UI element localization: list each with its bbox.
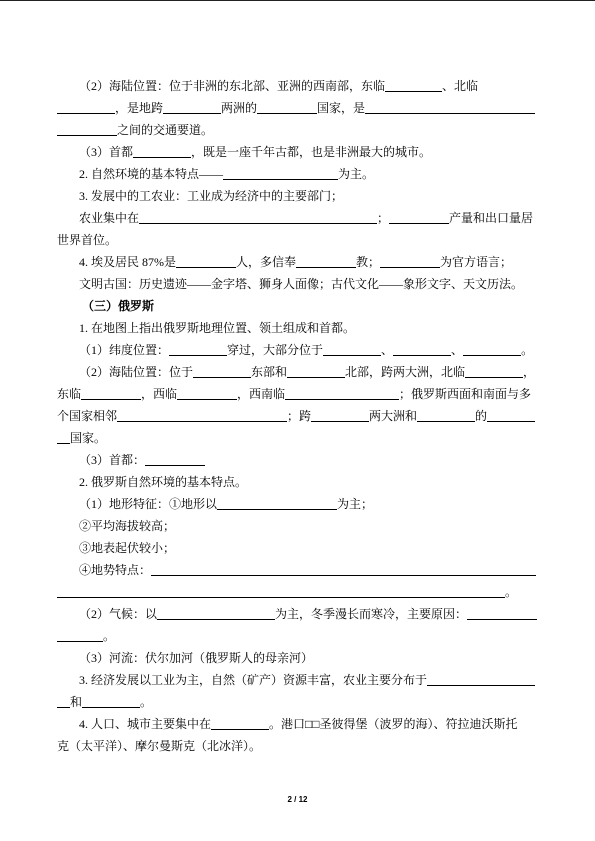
- line-text: ，既是一座千年古都，也是非洲最大的城市。: [191, 145, 432, 159]
- line-text: ③地表起伏较小；: [79, 541, 176, 555]
- line-text: 教；: [356, 255, 381, 269]
- line-text: ；: [377, 211, 390, 225]
- line-text: 东部和: [251, 365, 288, 379]
- answer-blank: [82, 695, 140, 708]
- answer-blank: [463, 343, 521, 356]
- text-line: [79, 339, 533, 361]
- line-text: （1）纬度位置：: [79, 343, 170, 357]
- text-line: [57, 405, 535, 427]
- answer-blank: [57, 695, 70, 708]
- answer-blank: [380, 255, 440, 268]
- line-text: 。: [505, 585, 518, 599]
- text-line: [79, 537, 175, 559]
- line-text: 个国家相邻: [57, 409, 118, 423]
- answer-blank: [57, 431, 70, 444]
- answer-blank: [487, 409, 535, 422]
- answer-blank: [81, 387, 141, 400]
- answer-blank: [296, 255, 356, 268]
- line-text: 穿过，大部分位于: [227, 343, 324, 357]
- answer-blank: [467, 607, 537, 620]
- line-text: 2. 俄罗斯自然环境的基本特点。: [79, 475, 248, 489]
- answer-blank: [311, 409, 369, 422]
- line-text: 。: [140, 695, 153, 709]
- answer-blank: [57, 629, 103, 642]
- answer-blank: [193, 365, 251, 378]
- line-text: 世界首位。: [57, 233, 118, 247]
- text-line: [57, 427, 106, 449]
- text-line: [57, 691, 152, 713]
- line-text: ；跨: [287, 409, 312, 423]
- answer-blank: [287, 365, 345, 378]
- line-text: ，西临: [141, 387, 178, 401]
- line-text: 、北临: [442, 79, 479, 93]
- line-text: 和: [70, 695, 83, 709]
- line-text: 。: [521, 343, 534, 357]
- answer-blank: [465, 365, 523, 378]
- answer-blank: [285, 387, 399, 400]
- line-text: 之间的交通要道。: [117, 123, 214, 137]
- line-text: ，: [523, 365, 536, 379]
- text-line: [79, 75, 478, 97]
- answer-blank: [393, 343, 451, 356]
- line-text: 2. 自然环境的基本特点——: [79, 167, 224, 181]
- line-text: （2）气候：以: [79, 607, 158, 621]
- line-text: 东临: [57, 387, 82, 401]
- line-text: 两大洲和: [369, 409, 418, 423]
- line-text: ②平均海拔较高；: [79, 519, 176, 533]
- text-line: [57, 383, 531, 405]
- line-text: 为官方语言；: [440, 255, 513, 269]
- answer-blank: [389, 211, 449, 224]
- line-text: （1）地形特征：①地形以: [79, 497, 218, 511]
- text-line: [79, 449, 205, 471]
- text-line: [79, 669, 535, 691]
- answer-blank: [365, 101, 535, 114]
- line-text: 3. 发展中的工农业：工业成为经济中的主要部门；: [79, 189, 344, 203]
- text-line: [57, 735, 261, 757]
- text-line: [79, 273, 523, 295]
- text-line: [79, 471, 247, 493]
- text-line: [79, 515, 175, 537]
- line-text: ，是地跨: [115, 101, 164, 115]
- line-text: （3）河流：伏尔加河（俄罗斯人的母亲河）: [79, 651, 314, 665]
- line-text: 。港口□□圣彼得堡（波罗的海）、符拉迪沃斯托: [269, 717, 518, 731]
- answer-blank: [417, 409, 475, 422]
- line-text: 4. 人口、城市主要集中在: [79, 717, 212, 731]
- answer-blank: [57, 101, 115, 114]
- text-line: [79, 603, 537, 625]
- line-text: 4. 埃及居民 87%是: [79, 255, 176, 269]
- answer-blank: [139, 211, 377, 224]
- text-line: [57, 97, 535, 119]
- answer-blank: [163, 101, 221, 114]
- line-text: （2）海陆位置：位于非洲的东北部、亚洲的西南部，东临: [79, 79, 386, 93]
- answer-blank: [117, 409, 287, 422]
- answer-blank: [169, 343, 227, 356]
- line-text: ，西南临: [237, 387, 286, 401]
- line-text: 为主，冬季漫长而寒冷，主要原因：: [275, 607, 468, 621]
- line-text: 农业集中在: [79, 211, 140, 225]
- text-line: [79, 163, 374, 185]
- line-text: 。: [103, 629, 116, 643]
- line-text: 、: [451, 343, 464, 357]
- line-text: （3）首都：: [79, 453, 146, 467]
- line-text: 克（太平洋）、摩尔曼斯克（北冰洋）。: [57, 739, 262, 753]
- answer-blank: [257, 101, 317, 114]
- answer-blank: [151, 563, 536, 576]
- line-text: 北部，跨两大洲，北临: [345, 365, 466, 379]
- answer-blank: [57, 585, 505, 598]
- answer-blank: [57, 123, 117, 136]
- line-text: （3）首都: [79, 145, 134, 159]
- section-heading: （三）俄罗斯: [82, 299, 155, 313]
- answer-blank: [145, 453, 205, 466]
- answer-blank: [211, 717, 269, 730]
- line-text: 国家。: [70, 431, 107, 445]
- line-text: 产量和出口量居: [449, 211, 534, 225]
- answer-blank: [217, 497, 337, 510]
- answer-blank: [157, 607, 275, 620]
- line-text: 为主。: [338, 167, 375, 181]
- text-line: [79, 361, 535, 383]
- line-text: ；俄罗斯西面和南面与多: [399, 387, 532, 401]
- text-line: [79, 141, 431, 163]
- answer-blank: [177, 387, 237, 400]
- line-text: 、: [381, 343, 394, 357]
- answer-blank: [427, 673, 535, 686]
- line-text: 的: [475, 409, 488, 423]
- text-line: [79, 713, 518, 735]
- line-text: 3. 经济发展以工业为主，自然（矿产）资源丰富，农业主要分布于: [79, 673, 428, 687]
- text-line: [79, 647, 313, 669]
- text-line: [57, 119, 213, 141]
- text-line: [79, 185, 343, 207]
- answer-blank: [176, 255, 236, 268]
- text-line: [79, 251, 512, 273]
- text-line: [79, 207, 533, 229]
- line-text: 文明古国：历史遗迹——金字塔、狮身人面像；古代文化——象形文字、天文历法。: [79, 277, 524, 291]
- line-text: （2）海陆位置：位于: [79, 365, 194, 379]
- text-line: [57, 581, 517, 603]
- answer-blank: [323, 343, 381, 356]
- answer-blank: [385, 79, 442, 92]
- text-line: [57, 229, 117, 251]
- page-number: 2 / 12: [287, 795, 308, 804]
- answer-blank: [223, 167, 338, 180]
- line-text: ④地势特点：: [79, 563, 152, 577]
- line-text: 国家，是: [317, 101, 366, 115]
- top-rule: [0, 0, 595, 1]
- line-text: 1. 在地图上指出俄罗斯地理位置、领土组成和首都。: [79, 321, 356, 335]
- line-text: 人，多信奉: [236, 255, 297, 269]
- text-line: [79, 493, 373, 515]
- answer-blank: [133, 145, 191, 158]
- text-line: [57, 625, 115, 647]
- text-line: [79, 317, 355, 339]
- line-text: 两洲的: [221, 101, 258, 115]
- text-line: [79, 559, 536, 581]
- line-text: 为主；: [337, 497, 374, 511]
